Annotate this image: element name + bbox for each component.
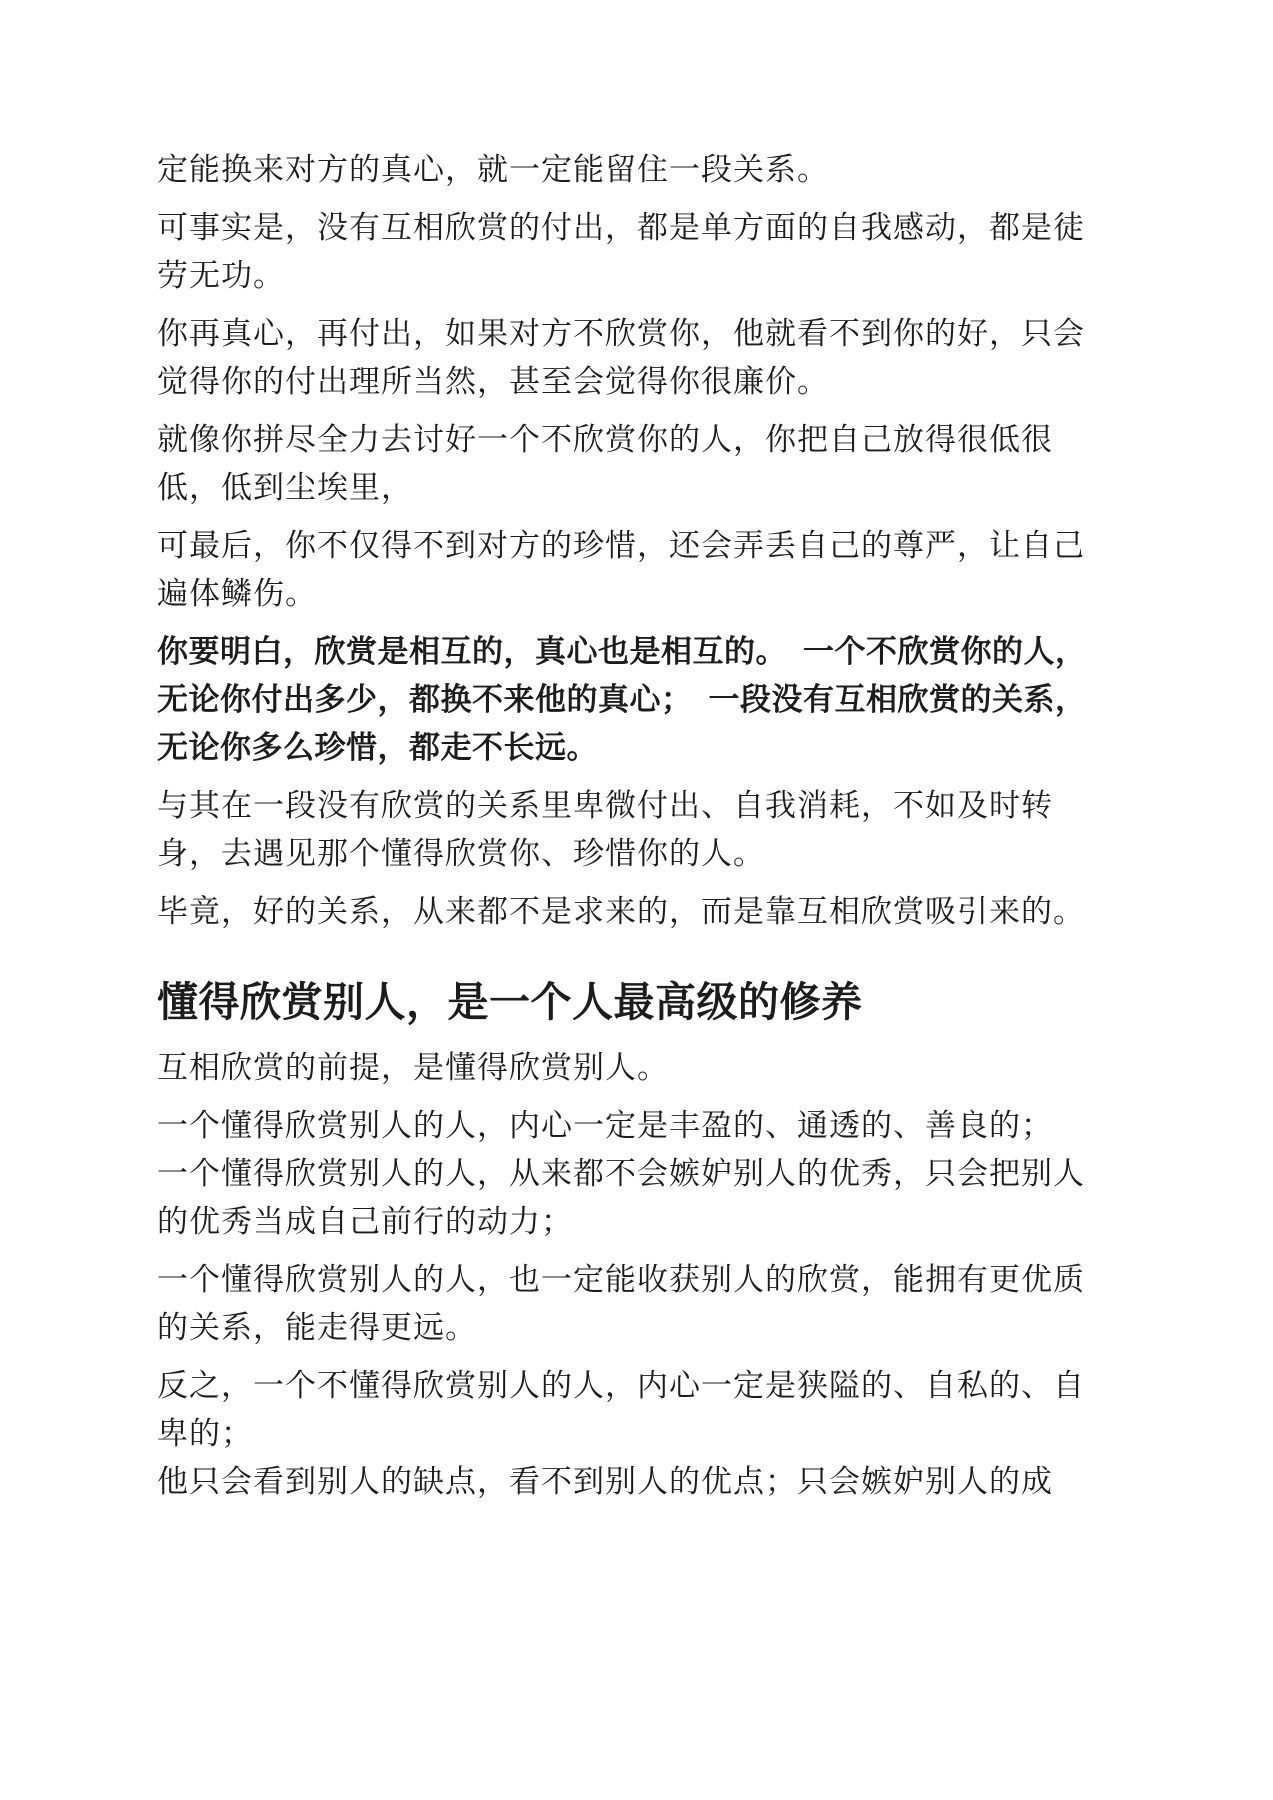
paragraph: 可事实是，没有互相欣赏的付出，都是单方面的自我感动，都是徒劳无功。 xyxy=(157,210,1085,294)
paragraph: 他只会看到别人的缺点，看不到别人的优点；只会嫉妒别人的成 xyxy=(157,1464,1053,1500)
paragraph: 一个懂得欣赏别人的人，内心一定是丰盈的、通透的、善良的； xyxy=(157,1108,1053,1144)
paragraph: 就像你拼尽全力去讨好一个不欣赏你的人，你把自己放得很低很低，低到尘埃里， xyxy=(157,422,1053,506)
section-heading: 懂得欣赏别人，是一个人最高级的修养 xyxy=(157,978,863,1026)
bold-paragraph: 你要明白，欣赏是相互的，真心也是相互的。 一个不欣赏你的人，无论你付出多少，都换不来他的真心； 一段没有互相欣赏的关系，无论你多么珍惜，都走不长远。 xyxy=(157,634,1087,766)
paragraph: 定能换来对方的真心，就一定能留住一段关系。 xyxy=(157,152,829,188)
paragraph: 一个懂得欣赏别人的人，从来都不会嫉妒别人的优秀，只会把别人的优秀当成自己前行的动力； xyxy=(157,1156,1085,1240)
paragraph: 互相欣赏的前提，是懂得欣赏别人。 xyxy=(157,1050,669,1086)
paragraph: 你再真心，再付出，如果对方不欣赏你，他就看不到你的好，只会觉得你的付出理所当然，甚至会觉得你很廉价。 xyxy=(157,316,1085,400)
paragraph: 反之，一个不懂得欣赏别人的人，内心一定是狭隘的、自私的、自卑的； xyxy=(157,1368,1085,1452)
paragraph: 一个懂得欣赏别人的人，也一定能收获别人的欣赏，能拥有更优质的关系，能走得更远。 xyxy=(157,1262,1085,1346)
paragraph: 与其在一段没有欣赏的关系里卑微付出、自我消耗，不如及时转身，去遇见那个懂得欣赏你、珍惜你的人。 xyxy=(157,788,1053,872)
paragraph: 可最后，你不仅得不到对方的珍惜，还会弄丢自己的尊严，让自己遍体鳞伤。 xyxy=(157,528,1085,612)
paragraph: 毕竟，好的关系，从来都不是求来的，而是靠互相欣赏吸引来的。 xyxy=(157,894,1085,930)
